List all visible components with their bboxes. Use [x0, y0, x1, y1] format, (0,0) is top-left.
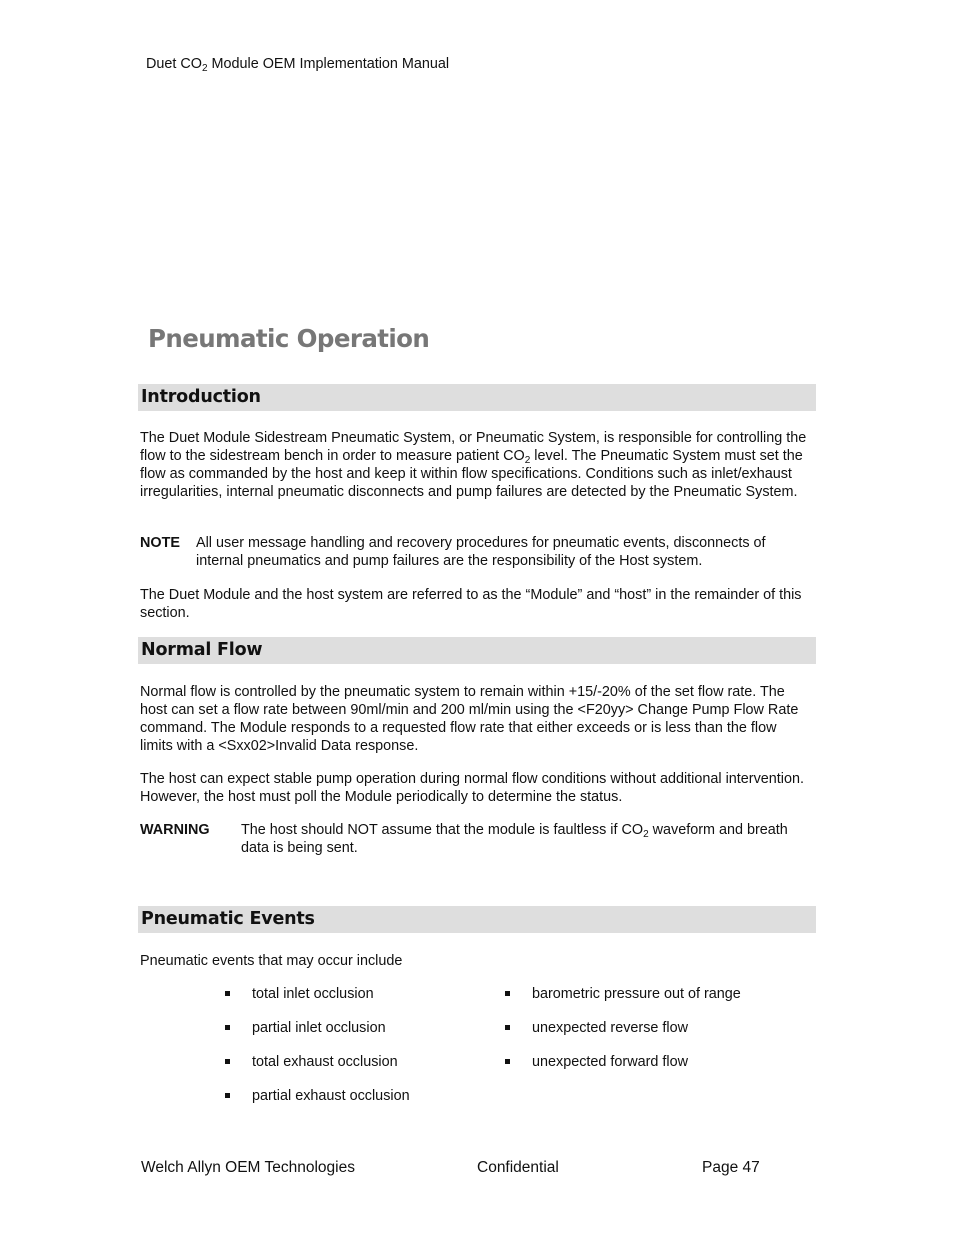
note-block	[140, 534, 816, 574]
section-heading-pneumatic-events: Pneumatic Events	[138, 906, 816, 933]
note-label: NOTE	[140, 535, 180, 551]
warning-label: WARNING	[140, 822, 210, 838]
footer-page-number: Page 47	[702, 1159, 760, 1176]
list-item: unexpected reverse flow	[505, 1019, 795, 1053]
running-header: Duet $CO_2$ Module OEM Implementation Manual	[146, 56, 450, 74]
intro-paragraph-2: The Duet Module and the host system are referred to as the “Module” and “host” in the remainder of this section.	[140, 587, 802, 621]
list-item: total exhaust occlusion	[225, 1053, 485, 1087]
footer-company: Welch Allyn OEM Technologies	[141, 1159, 355, 1176]
list-item: partial exhaust occlusion	[225, 1087, 485, 1121]
intro-paragraph-1: The Duet Module Sidestream Pneumatic System, or Pneumatic System, is responsible for controlling the flow to the sidestream bench in order to measure patient $CO_2$ level. The Pneumatic System must set the flow as commanded by the host and keep it within flow specifications. Conditions such as inlet/exhaust irregularities, internal pneumatic disconnects and pump failures are detected by the Pneumatic System.	[140, 430, 807, 500]
events-list-left	[225, 985, 485, 1121]
list-item: partial inlet occlusion	[225, 1019, 485, 1053]
footer-confidential: Confidential	[477, 1159, 559, 1176]
normal-flow-paragraph-1: Normal flow is controlled by the pneumatic system to remain within +15/-20% of the set flow rate. The host can set a flow rate between 90ml/min and 200 ml/min using the <F20yy> Change Pump Flow Rate command. The Module responds to a requested flow rate that either exceeds or is less than the flow limits with a <Sxx02>Invalid Data response.	[140, 684, 799, 754]
events-intro: Pneumatic events that may occur include	[140, 953, 403, 969]
note-text: All user message handling and recovery procedures for pneumatic events, disconnects of internal pneumatics and pump failures are the responsibility of the Host system.	[196, 535, 766, 569]
normal-flow-paragraph-2: The host can expect stable pump operation during normal flow conditions without additional intervention. However, the host must poll the Module periodically to determine the status.	[140, 771, 804, 805]
section-heading-introduction: Introduction	[138, 384, 816, 411]
list-item: barometric pressure out of range	[505, 985, 795, 1019]
chapter-title: Pneumatic Operation	[148, 324, 430, 353]
section-heading-normal-flow: Normal Flow	[138, 637, 816, 664]
list-item: total inlet occlusion	[225, 985, 485, 1019]
warning-block	[140, 821, 816, 861]
events-list-right	[505, 985, 795, 1087]
warning-text: The host should NOT assume that the module is faultless if $CO_2$ waveform and breath data is being sent.	[241, 822, 788, 856]
list-item: unexpected forward flow	[505, 1053, 795, 1087]
